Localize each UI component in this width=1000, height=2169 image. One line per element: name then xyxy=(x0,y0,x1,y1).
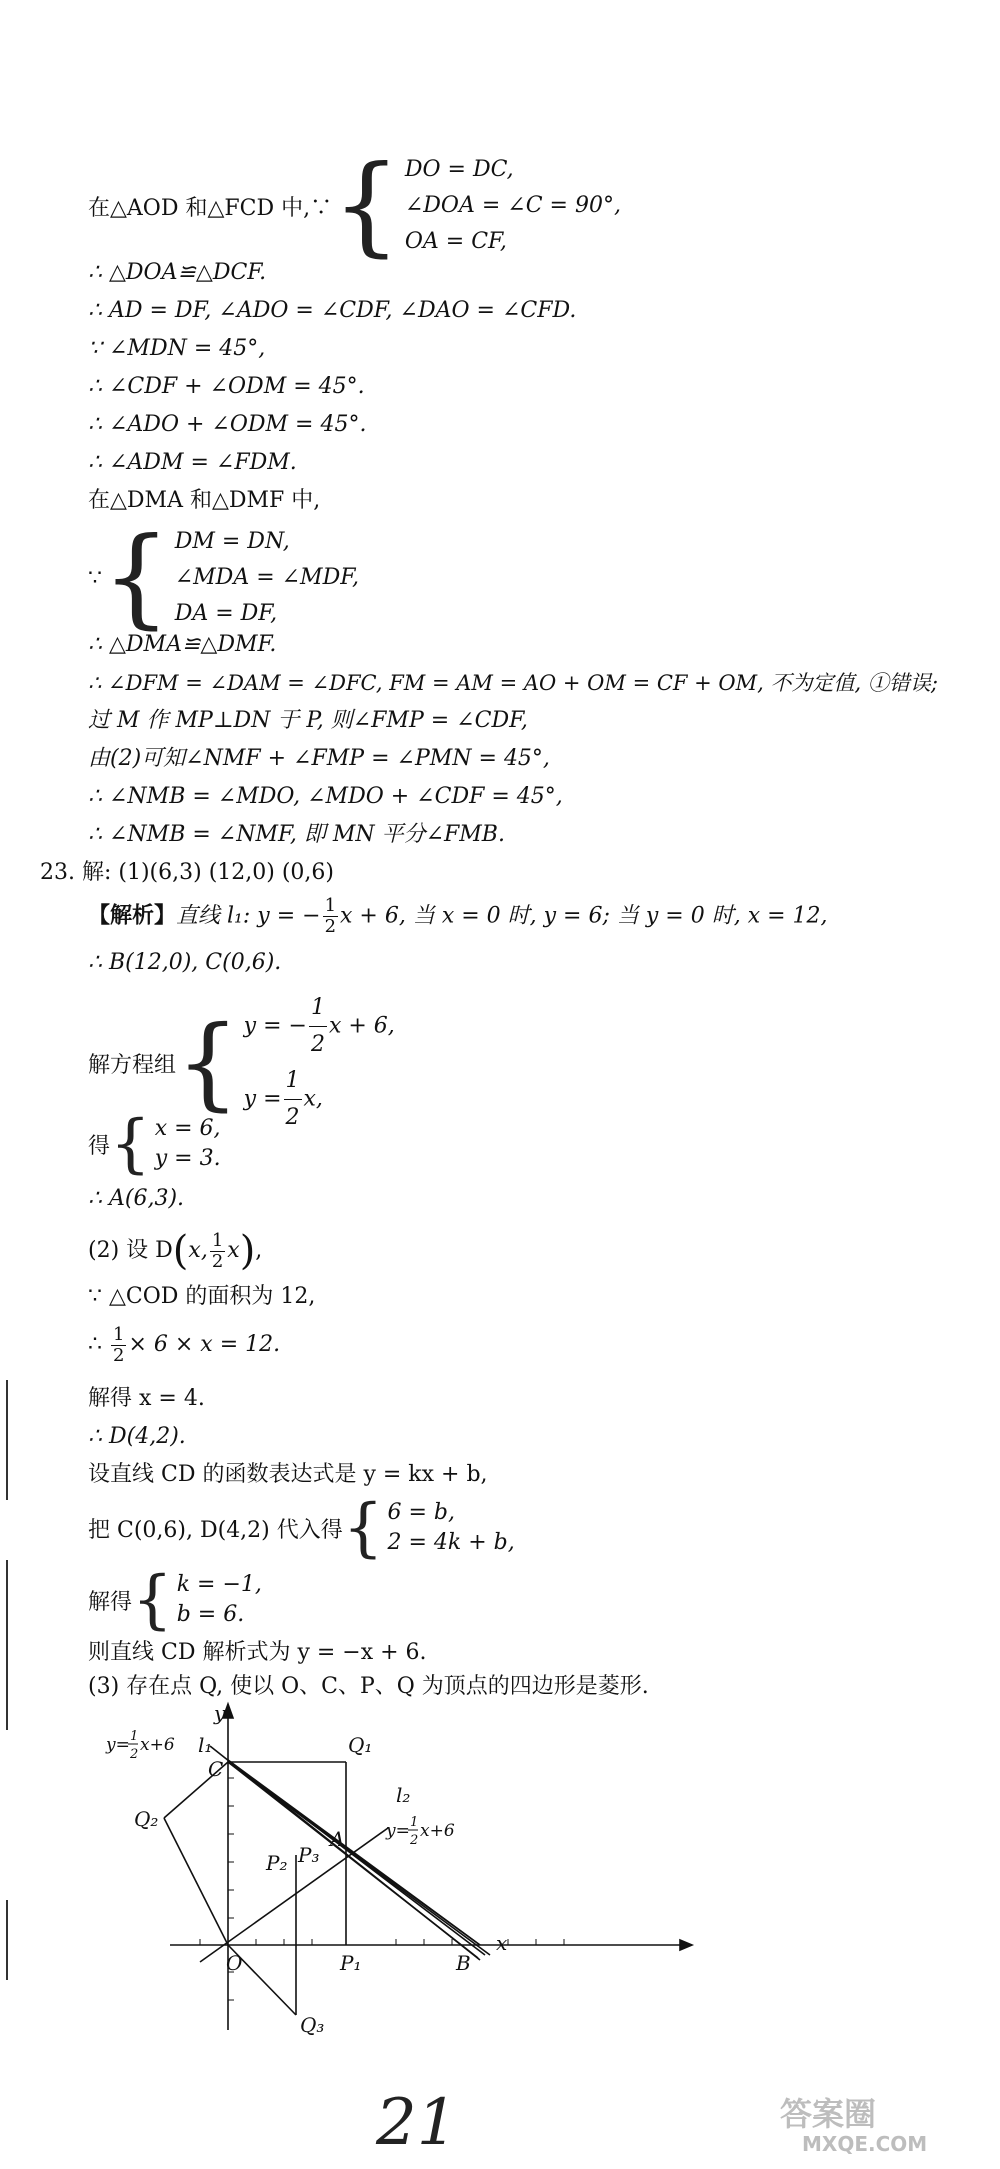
point-a: ∴ A(6,3). xyxy=(88,1186,185,1211)
solution-row: x = 6, xyxy=(154,1116,221,1141)
label-l1: l₁ xyxy=(198,1733,213,1757)
proof-line: ∴ △DOA≌△DCF. xyxy=(88,260,267,285)
label-x-axis: x xyxy=(496,1931,508,1955)
eq-right-num: 1 xyxy=(410,1815,419,1830)
eq-right-suffix: x+6 xyxy=(420,1821,455,1841)
kb-row: k = −1, xyxy=(176,1572,262,1597)
condition-row: DM = DN, xyxy=(174,529,290,554)
fraction-one-half: $\frac{1}{2}$ xyxy=(324,895,337,937)
label-c: C xyxy=(208,1757,224,1781)
x-axis-arrow xyxy=(680,1940,692,1950)
label-q1: Q₁ xyxy=(348,1733,373,1757)
coordinate-figure xyxy=(106,1700,720,2040)
label-q2: Q₂ xyxy=(134,1807,159,1831)
solve-x: 解得 x = 4. xyxy=(88,1386,205,1411)
proof-line: 在△DMA 和△DMF 中, xyxy=(88,488,321,513)
proof-line: ∴ ∠DFM = ∠DAM = ∠DFC, FM = AM = AO + OM = CF + OM, 不为定值, ①错误; xyxy=(88,671,938,695)
equation-row: y = − $\frac{1}{2}$ x + 6, xyxy=(244,990,395,1063)
watermark-logo xyxy=(772,2089,982,2155)
label-q3: Q₃ xyxy=(300,2013,325,2037)
because-symbol: ∵ xyxy=(88,565,102,591)
substitute-label: 把 C(0,6), D(4,2) 代入得 xyxy=(88,1517,343,1543)
eq-left-suffix: x+6 xyxy=(140,1735,175,1755)
part3-statement: (3) 存在点 Q, 使以 O、C、P、Q 为顶点的四边形是菱形. xyxy=(88,1674,649,1699)
equation-row: y = $\frac{1}{2}$ x, xyxy=(244,1063,395,1136)
condition-row: DA = DF, xyxy=(174,601,278,626)
condition-row: ∠DOA = ∠C = 90°, xyxy=(404,193,621,218)
svg-text:MXQE.COM: MXQE.COM xyxy=(802,2132,928,2156)
proof-line: ∴ ∠CDF + ∠ODM = 45°. xyxy=(88,374,365,399)
label-a: A xyxy=(330,1827,345,1851)
proof-line: ∴ ∠NMB = ∠NMF, 即 MN 平分∠FMB. xyxy=(88,822,505,847)
svg-text:21: 21 xyxy=(376,2086,458,2160)
proof-line: ∵ ∠MDN = 45°, xyxy=(88,336,266,361)
intro-text: 在△AOD 和△FCD 中,∵ xyxy=(88,195,333,221)
proof-line: ∴ AD = DF, ∠ADO = ∠CDF, ∠DAO = ∠CFD. xyxy=(88,298,577,323)
proof-line: ∴ △DMA≌△DMF. xyxy=(88,632,277,657)
svg-text:答案圈: 答案圈 xyxy=(780,2095,877,2133)
label-o: O xyxy=(226,1951,243,1975)
segment-q2-o xyxy=(164,1818,228,1945)
get-label: 得 xyxy=(88,1133,111,1159)
substitution-row: 2 = 4k + b, xyxy=(387,1530,515,1555)
page-number xyxy=(370,2080,490,2160)
condition-row: DO = DC, xyxy=(404,157,514,182)
label-l2: l₂ xyxy=(396,1783,411,1807)
label-p3: P₃ xyxy=(298,1843,320,1867)
cd-result: 则直线 CD 解析式为 y = −x + 6. xyxy=(88,1640,427,1665)
eq-right-den: 2 xyxy=(410,1833,419,1848)
solution-system xyxy=(88,1107,221,1181)
left-brace: { xyxy=(102,515,171,640)
margin-mark xyxy=(6,1900,8,1980)
solution-row: y = 3. xyxy=(154,1146,221,1171)
eq-left-prefix: y= xyxy=(106,1735,130,1755)
congruence-condition-block-2 xyxy=(88,515,360,640)
kb-row: b = 6. xyxy=(176,1602,245,1627)
analysis-line xyxy=(88,896,828,937)
area-calculation: ∴ $\frac{1}{2}$ × 6 × x = 12. xyxy=(88,1323,281,1366)
margin-mark xyxy=(6,1380,8,1500)
proof-line: 由(2)可知∠NMF + ∠FMP = ∠PMN = 45°, xyxy=(88,746,550,771)
proof-line: 过 M 作 MP⊥DN 于 P, 则∠FMP = ∠CDF, xyxy=(88,708,528,733)
analysis-text: x + 6, 当 x = 0 时, y = 6; 当 y = 0 时, x = 12, xyxy=(340,903,828,929)
condition-row: OA = CF, xyxy=(404,229,507,254)
eq-right-prefix: y= xyxy=(386,1821,410,1841)
label-b: B xyxy=(456,1951,471,1975)
analysis-text: 直线 l₁: y = − xyxy=(176,903,321,929)
substitution-system xyxy=(88,1491,515,1565)
question-23-heading: 23. 解: (1)(6,3) (12,0) (0,6) xyxy=(40,860,334,885)
point-d: ∴ D(4,2). xyxy=(88,1424,186,1449)
congruence-condition-block-1 xyxy=(88,143,621,268)
part2-set-d: (2) 设 D(x, $\frac{1}{2}$ x), xyxy=(88,1228,263,1274)
left-brace: { xyxy=(332,143,401,268)
condition-row: ∠MDA = ∠MDF, xyxy=(174,565,360,590)
eq-left-num: 1 xyxy=(130,1729,139,1744)
proof-line: ∴ ∠NMB = ∠MDO, ∠MDO + ∠CDF = 45°, xyxy=(88,784,563,809)
proof-line: ∴ ∠ADO + ∠ODM = 45°. xyxy=(88,412,367,437)
left-brace: { xyxy=(342,1491,384,1565)
proof-line: ∴ ∠ADM = ∠FDM. xyxy=(88,450,297,475)
substitution-row: 6 = b, xyxy=(387,1500,455,1525)
left-brace: { xyxy=(110,1107,151,1181)
margin-mark xyxy=(6,1560,8,1730)
points-bc: ∴ B(12,0), C(0,6). xyxy=(88,950,282,975)
eq-left-den: 2 xyxy=(130,1747,139,1762)
area-statement: ∵ △COD 的面积为 12, xyxy=(88,1284,316,1309)
label-p1: P₁ xyxy=(340,1951,362,1975)
analysis-label: 【解析】 xyxy=(88,902,177,929)
label-p2: P₂ xyxy=(266,1851,288,1875)
label-y-axis: y xyxy=(214,1701,226,1725)
set-cd: 设直线 CD 的函数表达式是 y = kx + b, xyxy=(88,1462,488,1487)
solved-label: 解得 xyxy=(88,1589,133,1615)
left-brace: { xyxy=(132,1563,173,1637)
left-brace: { xyxy=(176,1004,240,1121)
solve-label: 解方程组 xyxy=(88,1052,177,1078)
kb-solution-system xyxy=(88,1563,262,1637)
